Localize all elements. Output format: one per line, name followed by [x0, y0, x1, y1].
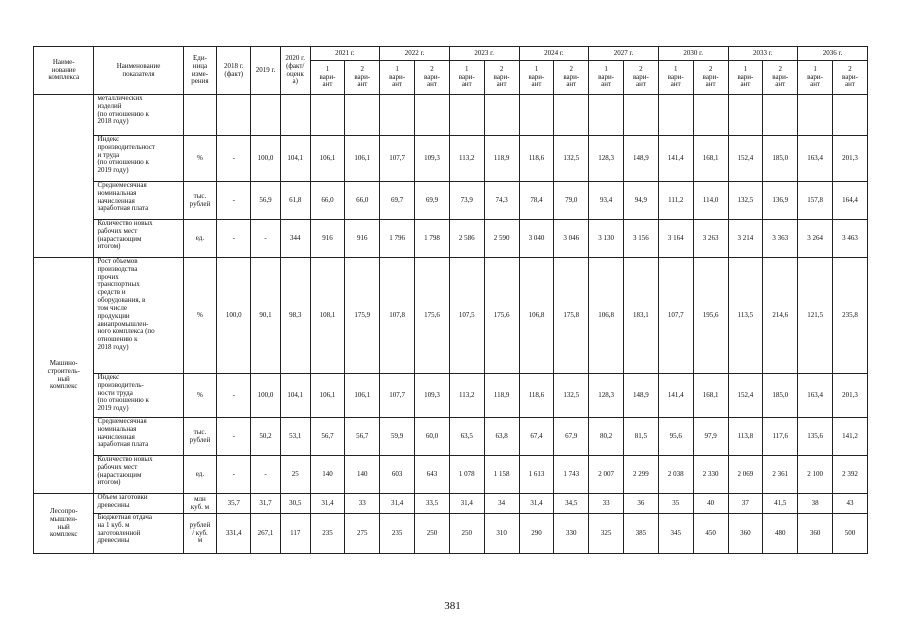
value-cell: 34,5 [554, 494, 589, 514]
value-cell: 3 046 [554, 220, 589, 258]
value-cell: 118,9 [484, 374, 519, 418]
value-cell: 3 264 [798, 220, 833, 258]
value-cell: 109,3 [415, 374, 450, 418]
value-cell: 108,1 [310, 258, 345, 374]
value-cell: 67,4 [519, 418, 554, 456]
header-variant-2: 2 вари- ант [415, 61, 450, 95]
table-row [34, 95, 868, 136]
value-cell [415, 95, 450, 136]
value-cell: 916 [345, 220, 380, 258]
table-row [34, 494, 868, 514]
header-year: 2027 г. [589, 47, 659, 61]
value-cell: 2 330 [693, 456, 728, 494]
value-cell: 195,6 [693, 258, 728, 374]
indicator-name: Среднемесячная номинальная начисленная заработная плата [94, 182, 183, 220]
header-variant-1: 1 вари- ант [798, 61, 833, 95]
value-cell: 163,4 [798, 136, 833, 182]
value-cell: 290 [519, 514, 554, 554]
value-cell: 141,4 [658, 374, 693, 418]
value-cell: 56,7 [345, 418, 380, 456]
value-cell: 38 [798, 494, 833, 514]
header-variant-1: 1 вари- ант [380, 61, 415, 95]
value-cell: 2 100 [798, 456, 833, 494]
value-cell: 3 263 [693, 220, 728, 258]
value-2019 [251, 95, 281, 136]
value-cell: 2 392 [832, 456, 867, 494]
header-year: 2022 г. [380, 47, 450, 61]
value-cell: 132,5 [554, 136, 589, 182]
value-cell: 164,4 [832, 182, 867, 220]
value-cell: 60,0 [415, 418, 450, 456]
header-variant-1: 1 вари- ант [658, 61, 693, 95]
header-variant-2: 2 вари- ант [554, 61, 589, 95]
value-cell [693, 95, 728, 136]
value-cell: 107,5 [449, 258, 484, 374]
value-cell: 163,4 [798, 374, 833, 418]
header-year: 2024 г. [519, 47, 589, 61]
indicators-table [33, 46, 868, 554]
value-cell: 80,2 [589, 418, 624, 456]
value-cell: 3 164 [658, 220, 693, 258]
value-cell: 107,8 [380, 258, 415, 374]
header-year: 2030 г. [658, 47, 728, 61]
value-cell: 117,6 [763, 418, 798, 456]
value-cell: 106,1 [310, 374, 345, 418]
value-cell: 175,8 [554, 258, 589, 374]
value-cell [380, 95, 415, 136]
value-cell: 2 299 [624, 456, 659, 494]
value-2019: - [251, 220, 281, 258]
indicator-name: Объем заготовки древесины [94, 494, 183, 514]
header-variant-1: 1 вари- ант [449, 61, 484, 95]
header-2020: 2020 г. (факт/ оценк а) [280, 47, 310, 95]
value-cell: 3 130 [589, 220, 624, 258]
value-cell [624, 95, 659, 136]
value-cell: 66,0 [310, 182, 345, 220]
header-variant-1: 1 вари- ант [310, 61, 345, 95]
value-cell: 360 [728, 514, 763, 554]
value-cell: 132,5 [554, 374, 589, 418]
value-cell: 1 743 [554, 456, 589, 494]
value-cell: 63,8 [484, 418, 519, 456]
value-cell: 643 [415, 456, 450, 494]
value-cell: 106,8 [519, 258, 554, 374]
value-cell [832, 95, 867, 136]
header-2019: 2019 г. [251, 47, 281, 95]
value-cell: 235,8 [832, 258, 867, 374]
value-cell: 107,7 [380, 374, 415, 418]
value-cell [763, 95, 798, 136]
value-cell: 34 [484, 494, 519, 514]
header-variant-2: 2 вари- ант [484, 61, 519, 95]
value-cell: 2 590 [484, 220, 519, 258]
value-cell: 214,6 [763, 258, 798, 374]
table-row [34, 418, 868, 456]
value-cell: 235 [380, 514, 415, 554]
value-cell: 148,9 [624, 136, 659, 182]
value-cell: 59,9 [380, 418, 415, 456]
value-2020: 61,8 [280, 182, 310, 220]
value-cell: 33 [345, 494, 380, 514]
header-variant-1: 1 вари- ант [728, 61, 763, 95]
value-2020: 30,5 [280, 494, 310, 514]
value-cell: 111,2 [658, 182, 693, 220]
value-2019: - [251, 456, 281, 494]
value-cell: 1 158 [484, 456, 519, 494]
value-cell: 67,9 [554, 418, 589, 456]
value-cell: 97,9 [693, 418, 728, 456]
value-cell: 73,9 [449, 182, 484, 220]
value-cell: 235 [310, 514, 345, 554]
value-cell: 107,7 [658, 258, 693, 374]
value-2020: 53,1 [280, 418, 310, 456]
value-2018: - [217, 220, 251, 258]
value-cell: 3 214 [728, 220, 763, 258]
value-cell: 185,0 [763, 374, 798, 418]
value-2020: 104,1 [280, 136, 310, 182]
value-cell: 132,5 [728, 182, 763, 220]
value-cell: 310 [484, 514, 519, 554]
indicator-name: Количество новых рабочих мест (нарастающим итогом) [94, 456, 183, 494]
unit-cell: ед. [183, 456, 217, 494]
header-indicator: Наименование показателя [94, 47, 183, 95]
value-cell: 78,4 [519, 182, 554, 220]
value-2020: 344 [280, 220, 310, 258]
value-cell: 118,9 [484, 136, 519, 182]
value-cell: 118,6 [519, 136, 554, 182]
unit-cell [183, 95, 217, 136]
header-year: 2023 г. [449, 47, 519, 61]
value-cell: 1 613 [519, 456, 554, 494]
value-cell [345, 95, 380, 136]
value-cell: 69,7 [380, 182, 415, 220]
indicator-name: металлических изделий (по отношению к 2018 году) [94, 95, 183, 136]
value-2019: 90,1 [251, 258, 281, 374]
value-cell [798, 95, 833, 136]
value-cell: 33,5 [415, 494, 450, 514]
value-cell: 114,0 [693, 182, 728, 220]
value-cell: 141,2 [832, 418, 867, 456]
unit-cell: % [183, 374, 217, 418]
value-2020: 117 [280, 514, 310, 554]
value-cell: 345 [658, 514, 693, 554]
value-cell: 109,3 [415, 136, 450, 182]
value-2018: - [217, 418, 251, 456]
value-cell [554, 95, 589, 136]
table-row [34, 374, 868, 418]
value-cell: 140 [345, 456, 380, 494]
value-cell: 118,6 [519, 374, 554, 418]
value-cell: 79,0 [554, 182, 589, 220]
value-cell: 113,8 [728, 418, 763, 456]
header-year: 2033 г. [728, 47, 798, 61]
value-cell [449, 95, 484, 136]
header-complex: Наиме- нование комплекса [34, 47, 94, 95]
value-cell: 31,4 [310, 494, 345, 514]
value-cell: 69,9 [415, 182, 450, 220]
value-2019: 267,1 [251, 514, 281, 554]
indicator-name: Количество новых рабочих мест (нарастающим итогом) [94, 220, 183, 258]
value-cell: 95,6 [658, 418, 693, 456]
value-cell: 201,3 [832, 136, 867, 182]
value-2018: - [217, 182, 251, 220]
value-cell: 385 [624, 514, 659, 554]
value-cell: 113,2 [449, 136, 484, 182]
value-cell: 66,0 [345, 182, 380, 220]
header-year: 2021 г. [310, 47, 380, 61]
value-cell: 3 363 [763, 220, 798, 258]
value-cell: 31,4 [380, 494, 415, 514]
value-2018: 100,0 [217, 258, 251, 374]
value-cell: 175,9 [345, 258, 380, 374]
value-2018: - [217, 374, 251, 418]
indicator-name: Среднемесячная номинальная начисленная заработная плата [94, 418, 183, 456]
value-cell: 325 [589, 514, 624, 554]
value-2020 [280, 95, 310, 136]
value-cell: 152,4 [728, 136, 763, 182]
header-variant-1: 1 вари- ант [589, 61, 624, 95]
value-2020: 104,1 [280, 374, 310, 418]
value-2020: 98,3 [280, 258, 310, 374]
value-2020: 25 [280, 456, 310, 494]
value-cell: 500 [832, 514, 867, 554]
value-cell: 31,4 [449, 494, 484, 514]
indicator-name: Индекс производитель- ности труда (по отношению к 2019 году) [94, 374, 183, 418]
value-cell: 152,4 [728, 374, 763, 418]
unit-cell: ед. [183, 220, 217, 258]
value-cell: 135,6 [798, 418, 833, 456]
table-row [34, 136, 868, 182]
header-year: 2036 г. [798, 47, 868, 61]
value-cell: 3 040 [519, 220, 554, 258]
table-body [34, 95, 868, 554]
value-cell: 31,4 [519, 494, 554, 514]
header-variant-2: 2 вари- ант [345, 61, 380, 95]
value-2018 [217, 95, 251, 136]
value-cell: 74,3 [484, 182, 519, 220]
complex-name [34, 95, 94, 258]
value-cell: 113,2 [449, 374, 484, 418]
value-cell: 106,1 [345, 374, 380, 418]
header-variant-2: 2 вари- ант [763, 61, 798, 95]
value-cell: 360 [798, 514, 833, 554]
value-cell: 63,5 [449, 418, 484, 456]
value-cell [484, 95, 519, 136]
value-cell: 41,5 [763, 494, 798, 514]
value-cell: 94,9 [624, 182, 659, 220]
value-2019: 50,2 [251, 418, 281, 456]
unit-cell: млн куб. м [183, 494, 217, 514]
value-cell: 107,7 [380, 136, 415, 182]
header-2018: 2018 г. (факт) [217, 47, 251, 95]
unit-cell: тыс. рублей [183, 418, 217, 456]
value-cell [728, 95, 763, 136]
value-cell: 2 069 [728, 456, 763, 494]
value-2019: 100,0 [251, 136, 281, 182]
page-number: 381 [444, 600, 461, 612]
table-row [34, 456, 868, 494]
value-2019: 56,9 [251, 182, 281, 220]
value-cell: 43 [832, 494, 867, 514]
value-cell: 157,8 [798, 182, 833, 220]
header-unit: Еди- ница изме- рения [183, 47, 217, 95]
value-cell: 36 [624, 494, 659, 514]
value-cell: 106,1 [310, 136, 345, 182]
table-row [34, 514, 868, 554]
value-cell: 250 [449, 514, 484, 554]
table-row [34, 258, 868, 374]
value-cell: 35 [658, 494, 693, 514]
value-cell [589, 95, 624, 136]
header-variant-2: 2 вари- ант [832, 61, 867, 95]
unit-cell: тыс. рублей [183, 182, 217, 220]
header-variant-2: 2 вари- ант [624, 61, 659, 95]
indicator-name: Индекс производительност и труда (по отношению к 2019 году) [94, 136, 183, 182]
value-cell: 603 [380, 456, 415, 494]
value-cell: 148,9 [624, 374, 659, 418]
value-cell: 128,3 [589, 136, 624, 182]
value-2018: 331,4 [217, 514, 251, 554]
value-cell: 3 156 [624, 220, 659, 258]
value-cell: 1 796 [380, 220, 415, 258]
value-cell: 106,8 [589, 258, 624, 374]
value-cell: 183,1 [624, 258, 659, 374]
indicator-name: Рост объемов производства прочих транспортных средств и оборудования, в том числе продукции авиапромышлен- ного комплекса (по отношению к 2018 году) [94, 258, 183, 374]
indicator-name: Бюджетная отдача на 1 куб. м заготовленной древесины [94, 514, 183, 554]
value-cell: 175,6 [484, 258, 519, 374]
value-cell: 250 [415, 514, 450, 554]
value-cell: 113,5 [728, 258, 763, 374]
value-cell: 56,7 [310, 418, 345, 456]
value-cell: 136,9 [763, 182, 798, 220]
complex-name: Машино- строитель- ный комплекс [34, 258, 94, 494]
value-cell: 3 463 [832, 220, 867, 258]
value-cell: 121,5 [798, 258, 833, 374]
header-variant-2: 2 вари- ант [693, 61, 728, 95]
value-cell: 33 [589, 494, 624, 514]
value-2018: - [217, 136, 251, 182]
value-cell: 168,1 [693, 136, 728, 182]
value-2019: 31,7 [251, 494, 281, 514]
unit-cell: % [183, 258, 217, 374]
value-cell: 93,4 [589, 182, 624, 220]
value-cell [519, 95, 554, 136]
value-cell: 175,6 [415, 258, 450, 374]
value-2018: 35,7 [217, 494, 251, 514]
value-cell: 106,1 [345, 136, 380, 182]
value-cell: 275 [345, 514, 380, 554]
value-cell: 480 [763, 514, 798, 554]
value-cell: 2 361 [763, 456, 798, 494]
value-cell: 185,0 [763, 136, 798, 182]
value-cell: 330 [554, 514, 589, 554]
value-cell: 450 [693, 514, 728, 554]
value-cell [658, 95, 693, 136]
value-cell: 2 007 [589, 456, 624, 494]
table-header [34, 47, 868, 95]
table-row [34, 182, 868, 220]
value-cell [310, 95, 345, 136]
value-cell: 2 038 [658, 456, 693, 494]
value-cell: 1 078 [449, 456, 484, 494]
complex-name: Лесопро- мышлен- ный комплекс [34, 494, 94, 554]
value-cell: 141,4 [658, 136, 693, 182]
table-row [34, 220, 868, 258]
value-cell: 128,3 [589, 374, 624, 418]
unit-cell: рублей / куб. м [183, 514, 217, 554]
value-cell: 81,5 [624, 418, 659, 456]
value-cell: 916 [310, 220, 345, 258]
value-cell: 37 [728, 494, 763, 514]
value-cell: 168,1 [693, 374, 728, 418]
header-variant-1: 1 вари- ант [519, 61, 554, 95]
value-2018: - [217, 456, 251, 494]
unit-cell: % [183, 136, 217, 182]
value-2019: 100,0 [251, 374, 281, 418]
value-cell: 1 798 [415, 220, 450, 258]
value-cell: 2 586 [449, 220, 484, 258]
value-cell: 140 [310, 456, 345, 494]
value-cell: 201,3 [832, 374, 867, 418]
value-cell: 40 [693, 494, 728, 514]
